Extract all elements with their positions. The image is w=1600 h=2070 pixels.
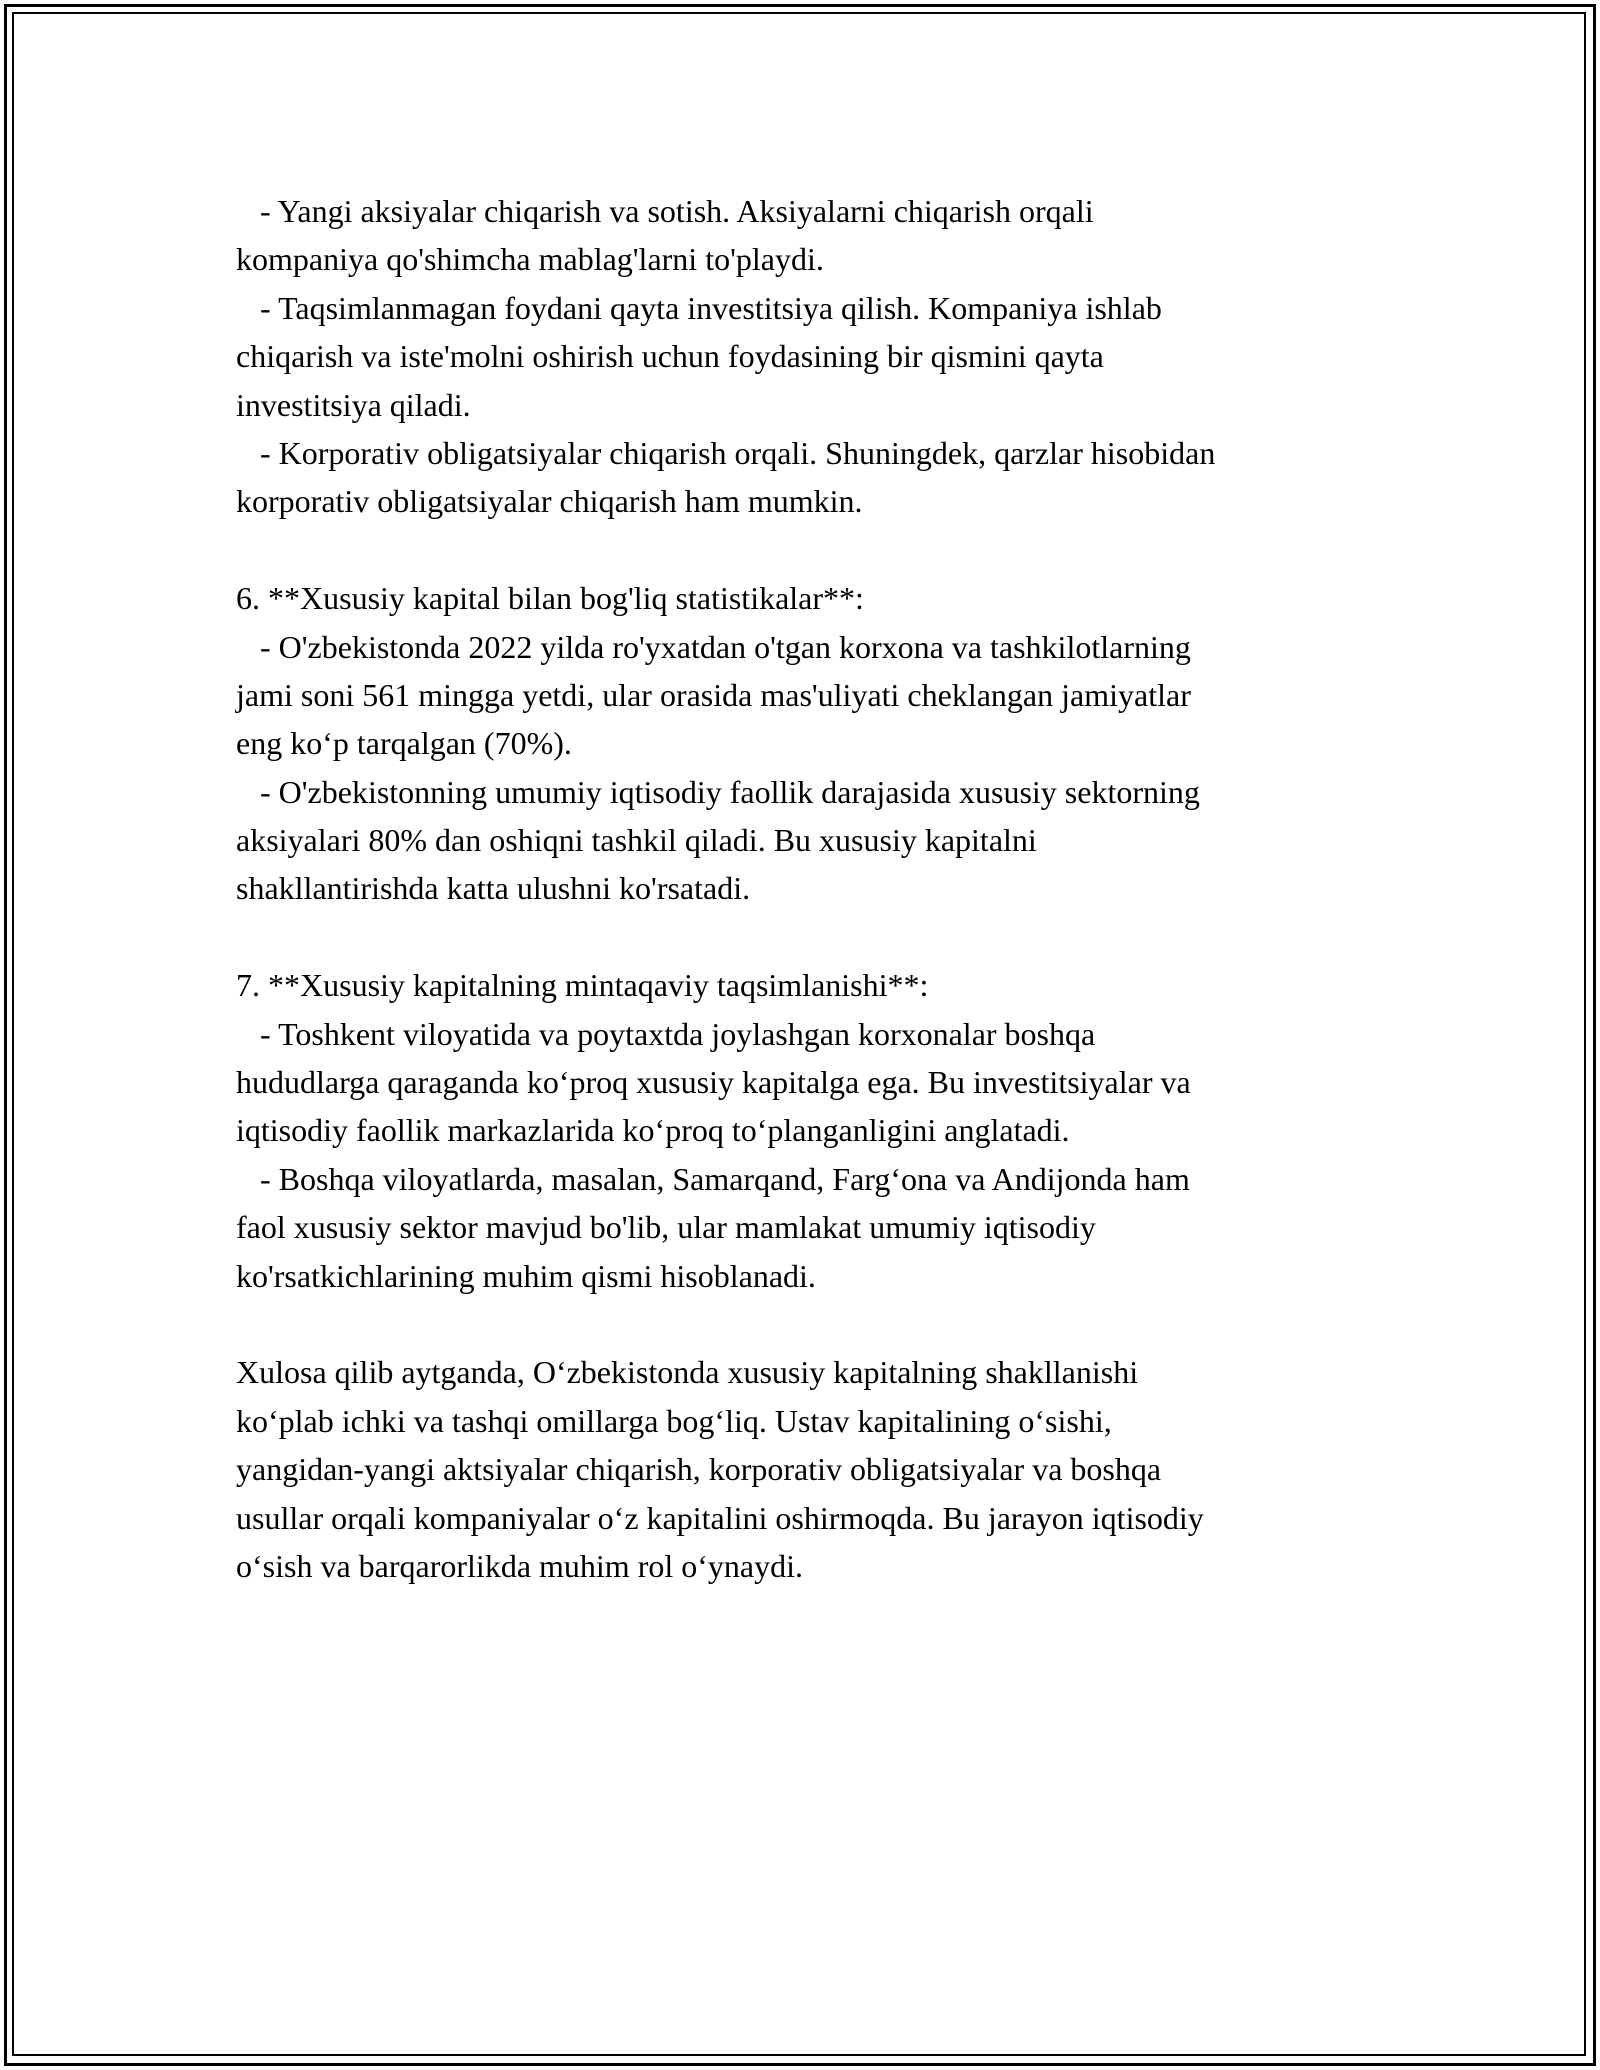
blank-line [236, 1300, 1416, 1348]
text-line: shakllantirishda katta ulushni ko'rsatadi. [236, 870, 751, 907]
text-line: investitsiya qiladi. [236, 386, 471, 423]
text-line: korporativ obligatsiyalar chiqarish ham mumkin. [236, 483, 863, 520]
section-heading-6: 6. **Xususiy kapital bilan bog'liq statistikalar**: [236, 580, 864, 617]
text-line: iqtisodiy faollik markazlarida ko‘proq to‘planganligini anglatadi. [236, 1112, 1070, 1149]
text-line: - Boshqa viloyatlarda, masalan, Samarqand, Farg‘ona va Andijonda ham [236, 1160, 1190, 1197]
text-line: eng ko‘p tarqalgan (70%). [236, 725, 572, 762]
text-line: chiqarish va iste'molni oshirish uchun foydasining bir qismini qayta [236, 338, 1104, 375]
text-line: - Toshkent viloyatida va poytaxtda joylashgan korxonalar boshqa [236, 1015, 1096, 1052]
text-line: aksiyalari 80% dan oshiqni tashkil qiladi. Bu xususiy kapitalni [236, 822, 1037, 859]
text-line: kompaniya qo'shimcha mablag'larni to'playdi. [236, 241, 824, 278]
text-line: faol xususiy sektor mavjud bo'lib, ular mamlakat umumiy iqtisodiy [236, 1209, 1096, 1246]
blank-line [236, 913, 1416, 961]
document-body [236, 187, 1416, 1590]
conclusion-line: yangidan-yangi aktsiyalar chiqarish, korporativ obligatsiyalar va boshqa [236, 1451, 1162, 1488]
text-line: hududlarga qaraganda ko‘proq xususiy kapitalga ega. Bu investitsiyalar va [236, 1064, 1191, 1101]
section-heading-7: 7. **Xususiy kapitalning mintaqaviy taqsimlanishi**: [236, 967, 929, 1004]
text-line: ko'rsatkichlarining muhim qismi hisoblanadi. [236, 1257, 816, 1294]
text-line: jami soni 561 mingga yetdi, ular orasida mas'uliyati cheklangan jamiyatlar [236, 676, 1191, 713]
text-line: - O'zbekistonning umumiy iqtisodiy faollik darajasida xususiy sektorning [236, 773, 1200, 810]
blank-line [236, 526, 1416, 574]
text-line: - O'zbekistonda 2022 yilda ro'yxatdan o'tgan korxona va tashkilotlarning [236, 628, 1191, 665]
conclusion-line: o‘sish va barqarorlikda muhim rol o‘ynaydi. [236, 1547, 803, 1584]
conclusion-line: ko‘plab ichki va tashqi omillarga bog‘liq. Ustav kapitalining o‘sishi, [236, 1402, 1112, 1439]
text-line: - Korporativ obligatsiyalar chiqarish orqali. Shuningdek, qarzlar hisobidan [236, 434, 1216, 471]
text-line: - Taqsimlanmagan foydani qayta investitsiya qilish. Kompaniya ishlab [236, 289, 1162, 326]
conclusion-line: usullar orqali kompaniyalar o‘z kapitalini oshirmoqda. Bu jarayon iqtisodiy [236, 1499, 1204, 1536]
text-line: - Yangi aksiyalar chiqarish va sotish. Aksiyalarni chiqarish orqali [236, 193, 1094, 229]
conclusion-line: Xulosa qilib aytganda, O‘zbekistonda xususiy kapitalning shakllanishi [236, 1354, 1139, 1391]
